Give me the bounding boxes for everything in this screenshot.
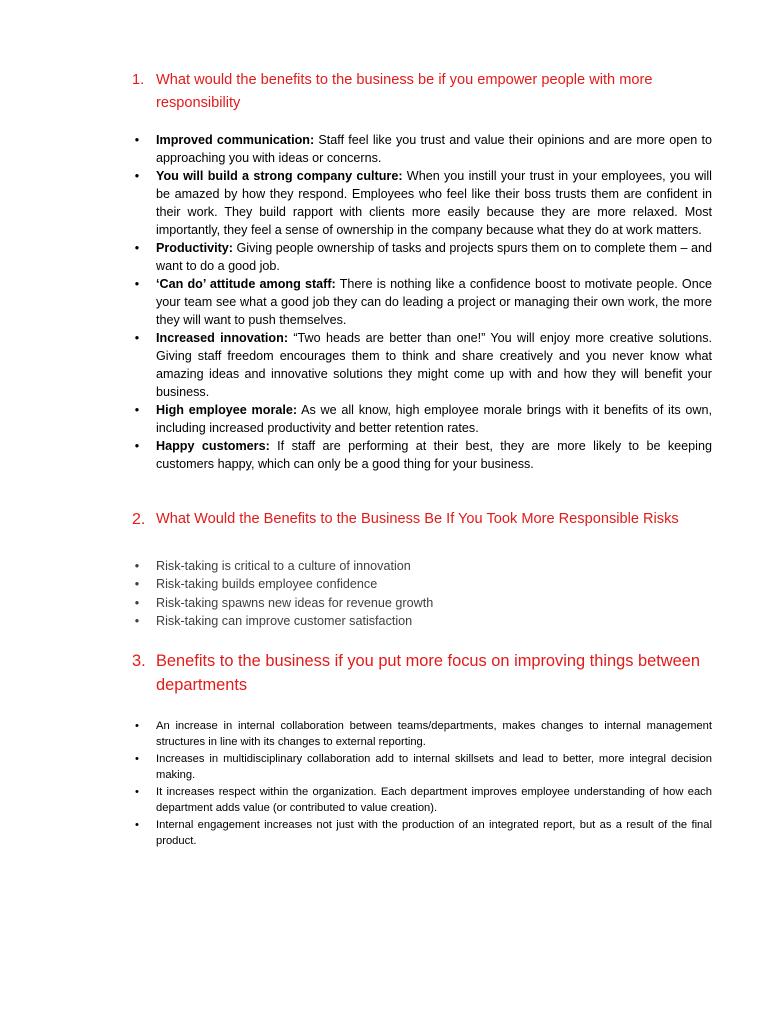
section-3-heading xyxy=(132,649,722,697)
list-item xyxy=(0,612,712,630)
section-1-number: 1. xyxy=(132,72,145,88)
item-term: High employee morale: xyxy=(156,403,298,417)
bullet-icon: • xyxy=(134,613,140,628)
section-3-number: 3. xyxy=(132,652,146,670)
item-text: Giving people ownership of tasks and projects spurs them on to complete them – and want to do a good job. xyxy=(156,241,712,273)
list-item xyxy=(0,239,712,275)
item-text: Risk-taking can improve customer satisfaction xyxy=(156,613,413,628)
list-item xyxy=(0,817,712,850)
bullet-icon: • xyxy=(134,277,140,291)
section-2-heading xyxy=(132,508,722,531)
bullet-icon: • xyxy=(134,595,140,610)
list-item xyxy=(0,718,712,751)
bullet-icon: • xyxy=(134,403,140,417)
list-item xyxy=(0,751,712,784)
bullet-icon: • xyxy=(134,241,140,255)
item-text: There is nothing like a confidence boost to motivate people. Once your team see what a good job they can do leading a project or managing their own work, the more they will want to push themselves. xyxy=(156,277,713,327)
item-text: Staff feel like you trust and value their opinions and are more open to approaching you with ideas or concerns. xyxy=(156,133,712,165)
item-text: When you instill your trust in your employees, you will be amazed by how they respond. Employees who feel like their boss trusts them are confident in their work. They build rapport with clients more easily because they are more relaxed. Most importantly, they feel a sense of ownership in the company because what they do at work matters. xyxy=(156,169,712,237)
section-1-list xyxy=(0,131,712,473)
section-2-title: What Would the Benefits to the Business Be If You Took More Responsible Risks xyxy=(156,511,679,527)
list-item xyxy=(0,329,712,401)
item-term: ‘Can do’ attitude among staff: xyxy=(156,277,336,291)
bullet-icon: • xyxy=(134,169,140,183)
bullet-icon: • xyxy=(134,577,140,592)
item-text: If staff are performing at their best, they are more likely to be keeping customers happy, which can only be a good thing for your business. xyxy=(156,439,712,471)
bullet-icon: • xyxy=(135,786,139,798)
bullet-icon: • xyxy=(135,753,139,765)
item-text: As we all know, high employee morale brings with it benefits of its own, including increased productivity and better retention rates. xyxy=(156,403,712,435)
bullet-icon: • xyxy=(135,720,139,732)
item-text: Risk-taking builds employee confidence xyxy=(156,577,378,592)
item-term: Productivity: xyxy=(156,241,233,255)
list-item xyxy=(0,557,712,575)
bullet-icon: • xyxy=(135,819,139,831)
item-text: Risk-taking spawns new ideas for revenue growth xyxy=(156,595,434,610)
section-1-title: What would the benefits to the business be if you empower people with more responsibility xyxy=(156,72,653,111)
list-item xyxy=(0,437,712,473)
item-term: Happy customers: xyxy=(156,439,270,453)
list-item xyxy=(0,784,712,817)
bullet-icon: • xyxy=(134,133,140,147)
section-2-number: 2. xyxy=(132,511,146,528)
section-1-heading xyxy=(132,69,722,115)
list-item xyxy=(0,167,712,239)
bullet-icon: • xyxy=(134,331,140,345)
item-text: Risk-taking is critical to a culture of innovation xyxy=(156,559,411,573)
item-text: Increases in multidisciplinary collaboration add to internal skillsets and lead to better, more integral decision making. xyxy=(156,753,712,782)
list-item xyxy=(0,575,712,593)
item-text: An increase in internal collaboration between teams/departments, makes changes to internal management structures in line with its changes to external reporting. xyxy=(156,720,712,749)
list-item xyxy=(0,594,712,612)
bullet-icon: • xyxy=(134,439,140,453)
list-item xyxy=(0,275,712,329)
section-2-list xyxy=(0,557,712,630)
item-text: It increases respect within the organization. Each department improves employee understanding of how each department adds value (or contributed to value creation). xyxy=(156,786,712,815)
list-item xyxy=(0,401,712,437)
item-term: Increased innovation: xyxy=(156,331,289,345)
bullet-icon: • xyxy=(134,559,140,573)
item-text: “Two heads are better than one!” You will enjoy more creative solutions. Giving staff freedom encourages them to think and share creatively and you never know what amazing ideas and innovative solutions they might come up with and how they will benefit your business. xyxy=(156,331,712,399)
item-term: You will build a strong company culture: xyxy=(156,169,403,183)
list-item xyxy=(0,131,712,167)
section-3-title: Benefits to the business if you put more focus on improving things between departments xyxy=(156,652,700,694)
section-3-list xyxy=(0,718,712,850)
item-term: Improved communication: xyxy=(156,133,315,147)
item-text: Internal engagement increases not just with the production of an integrated report, but as a result of the final product. xyxy=(156,819,712,848)
